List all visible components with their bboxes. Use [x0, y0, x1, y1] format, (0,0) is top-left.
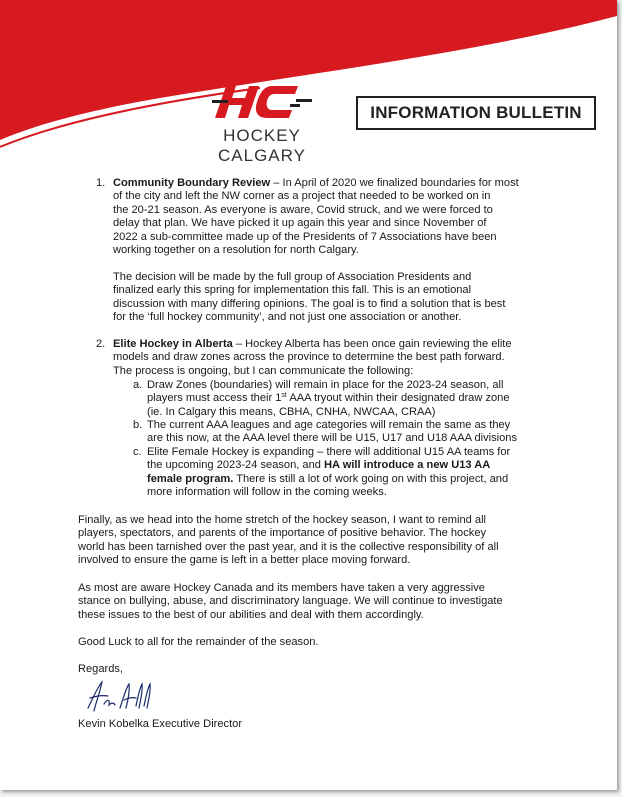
subitem-elite-female-hockey	[133, 446, 537, 500]
item-title: Elite Hockey in Alberta	[113, 338, 233, 350]
item-line: 2022 a sub-committee made up of the Presidents of 7 Associations have been	[113, 230, 497, 243]
para-line: As most are aware Hockey Canada and its members have taken a very aggressive	[78, 582, 485, 594]
item-number: 1.	[96, 177, 106, 189]
signature-image	[82, 678, 154, 714]
item-number: 2.	[96, 338, 106, 350]
item-line: for the ‘full hockey community’, and not just one association or another.	[113, 311, 462, 324]
item-line: working together on a resolution for north Calgary.	[113, 244, 359, 257]
item-line: discussion with many differing opinions. The goal is to find a solution that is best	[113, 297, 506, 310]
item-line: the 20-21 season. As everyone is aware, Covid struck, and we were forced to	[113, 203, 493, 216]
item-paragraph	[113, 271, 533, 325]
item-community-boundary-review	[96, 177, 533, 257]
closing-paragraph-bullying	[78, 582, 548, 622]
item-line: (ie. In Calgary this means, CBHA, CNHA, NWCAA, CRAA)	[147, 405, 436, 418]
good-luck-line: Good Luck to all for the remainder of the season.	[78, 636, 319, 648]
item-elite-hockey-alberta	[96, 338, 533, 378]
signer-line: Kevin Kobelka Executive Director	[78, 718, 243, 730]
item-line: Draw Zones (boundaries) will remain in place for the 2023-24 season, all	[147, 379, 504, 391]
item-line: Community Boundary Review – In April of 2020 we finalized boundaries for most	[113, 177, 519, 189]
item-line: models and draw zones across the province to determine the best path forward.	[113, 351, 505, 364]
item-line: the upcoming 2023-24 season, and HA will introduce a new U13 AA	[147, 459, 491, 472]
subitem-letter: a.	[133, 379, 143, 391]
para-line: world has been tarnished over the past year, and it is the collective responsibility of all	[78, 540, 499, 553]
item-line: are this now, at the AAA level there will be U15, U17 and U18 AAA divisions	[147, 432, 518, 445]
closing-paragraph-behavior	[78, 514, 548, 568]
subitem-letter: b.	[133, 419, 143, 431]
subitem-draw-zones	[133, 379, 537, 419]
logo-text: HOCKEY CALGARY	[218, 126, 306, 165]
regards-line: Regards,	[78, 663, 124, 675]
item-line: The decision will be made by the full group of Association Presidents and	[113, 271, 472, 283]
subitem-aaa-leagues	[133, 419, 537, 446]
information-bulletin-title: INFORMATION BULLETIN	[356, 96, 596, 130]
item-line: finalized early this spring for implementation this fall. This is an emotional	[113, 284, 472, 297]
item-line: The current AAA leagues and age categories will remain the same as they	[147, 419, 511, 431]
item-line: players must access their 1st AAA tryout within their designated draw zone	[147, 392, 510, 405]
subitem-letter: c.	[133, 446, 142, 458]
item-line: The process is ongoing, but I can communicate the following:	[113, 364, 414, 377]
para-line: involved to ensure the game is left in a better place moving forward.	[78, 554, 411, 567]
item-title: Community Boundary Review	[113, 177, 271, 189]
para-line: Finally, as we head into the home stretch of the hockey season, I want to remind all	[78, 514, 487, 526]
para-line: these issues to the best of our abilities and deal with them accordingly.	[78, 608, 424, 621]
para-line: players, spectators, and parents of the importance of positive behavior. The hockey	[78, 527, 487, 540]
item-line: Elite Hockey in Alberta – Hockey Alberta has been once gain reviewing the elite	[113, 338, 512, 350]
item-line: of the city and left the NW corner as a project that needed to be worked on in	[113, 190, 491, 203]
item-line: Elite Female Hockey is expanding – there will additional U15 AA teams for	[147, 446, 511, 458]
item-line: female program. There is still a lot of work going on with this project, and	[147, 472, 509, 485]
item-line: delay that plan. We have picked it up again this year and since November of	[113, 217, 487, 230]
item-line: more information will follow in the coming weeks.	[147, 486, 387, 499]
para-line: stance on bullying, abuse, and discriminatory language. We will continue to investigate	[78, 595, 503, 608]
